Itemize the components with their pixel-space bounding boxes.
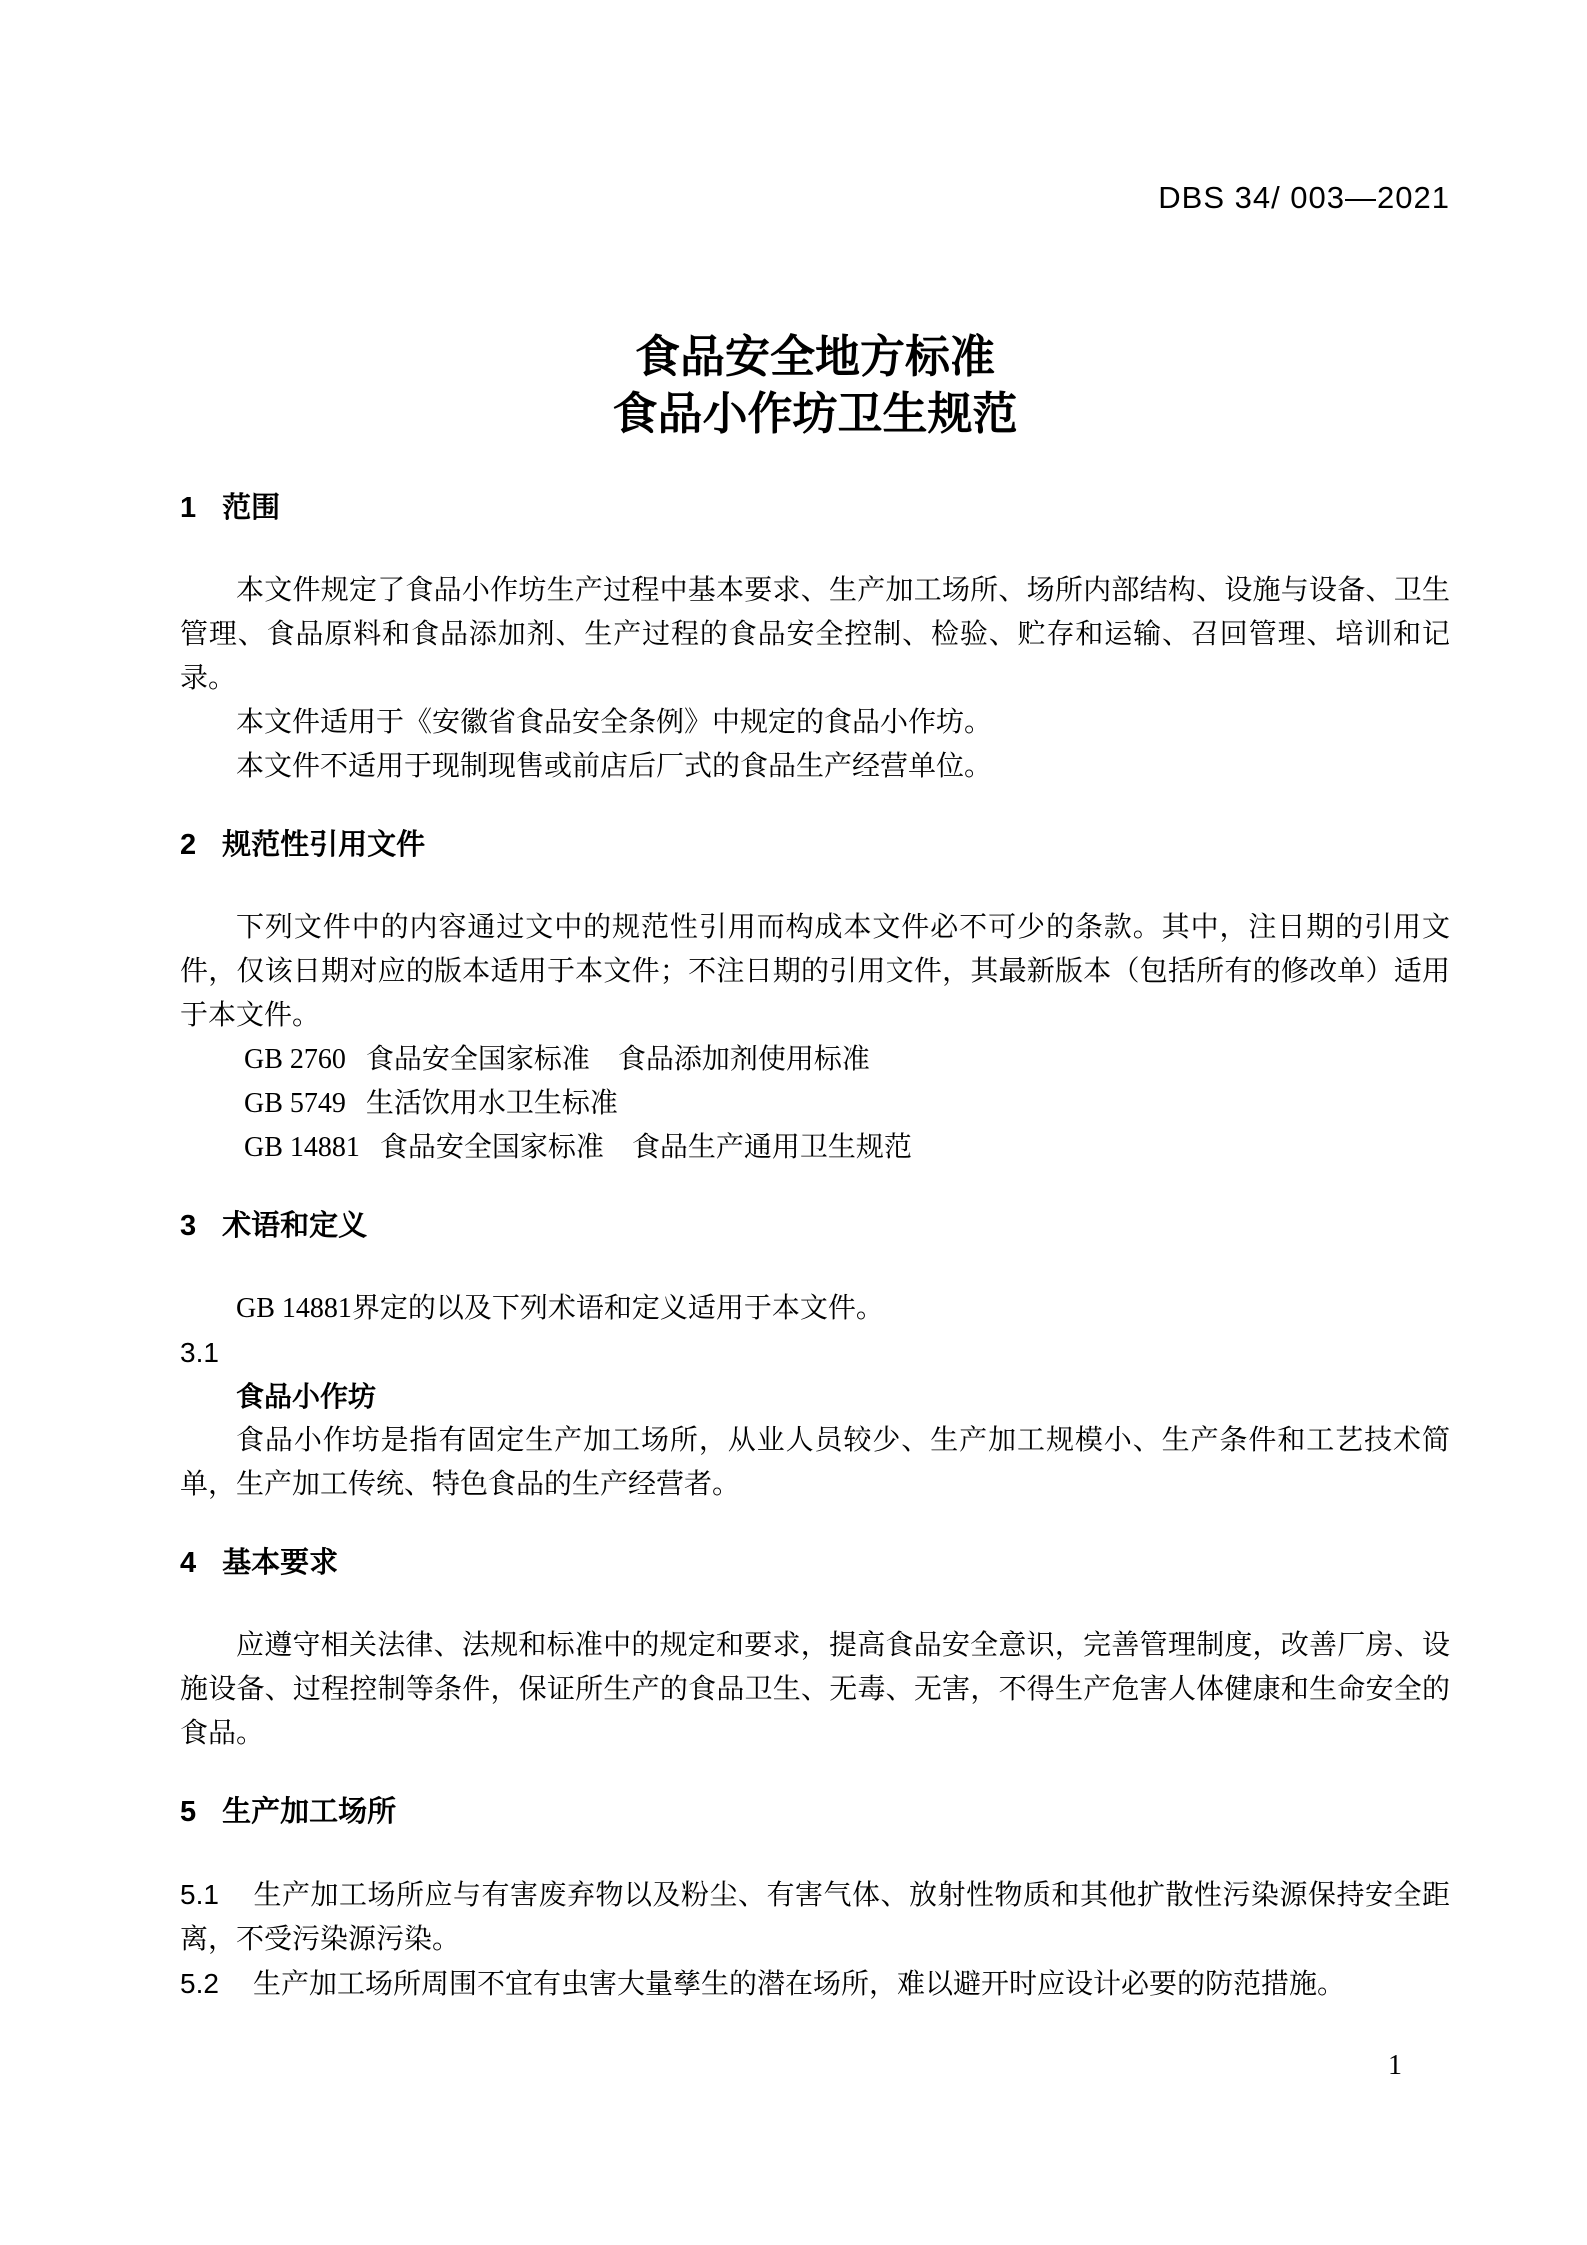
document-content [180,0,1450,2007]
section-5-name: 生产加工场所 [222,1796,397,1828]
reference-item [180,1038,1450,1082]
clause-5-1 [180,1873,1450,1962]
term-name: 食品小作坊 [236,1381,377,1412]
reference-code: GB 2760 [244,1044,346,1075]
section-2-heading [180,827,1450,863]
section-production-premises [180,1794,1450,2007]
reference-code: GB 14881 [244,1132,360,1163]
doc-number: DBS 34/ 003—2021 [1158,180,1450,215]
document-title-line2: 食品小作坊卫生规范 [612,388,1018,439]
section-2-number: 2 [180,829,197,861]
reference-code: GB 5749 [244,1088,346,1119]
clause-5-2 [180,1962,1450,2007]
section-normative-references [180,827,1450,1170]
section-1-name: 范围 [222,492,281,524]
section-1-number: 1 [180,492,197,524]
section-3-number: 3 [180,1210,197,1242]
reference-title: 食品安全国家标准 食品生产通用卫生规范 [379,1132,912,1163]
basic-requirements-paragraph: 应遵守相关法律、法规和标准中的规定和要求，提高食品安全意识，完善管理制度，改善厂房、设施设备、过程控制等条件，保证所生产的食品卫生、无毒、无害，不得生产危害人体健康和生命安全的食品。 [180,1630,1450,1749]
reference-title: 生活饮用水卫生标准 [365,1088,618,1119]
section-3-heading [180,1208,1450,1244]
clause-3-1-number: 3.1 [180,1337,219,1368]
section-scope [180,490,1450,789]
document-title-line1: 食品安全地方标准 [634,331,995,382]
section-terms-definitions [180,1208,1450,1507]
clause-5-1-text: 生产加工场所应与有害废弃物以及粉尘、有害气体、放射性物质和其他扩散性污染源保持安全距离，不受污染源污染。 [180,1880,1450,1955]
clause-5-2-text: 生产加工场所周围不宜有虫害大量孳生的潜在场所，难以避开时应设计必要的防范措施。 [252,1969,1345,2000]
terms-intro-paragraph: GB 14881界定的以及下列术语和定义适用于本文件。 [236,1293,884,1324]
section-4-number: 4 [180,1547,197,1579]
section-4-heading [180,1545,1450,1581]
section-1-heading [180,490,1450,526]
term-definition: 食品小作坊是指有固定生产加工场所，从业人员较少、生产加工规模小、生产条件和工艺技术简单，生产加工传统、特色食品的生产经营者。 [180,1425,1450,1500]
section-basic-requirements [180,1545,1450,1756]
section-5-heading [180,1794,1450,1830]
scope-paragraph-3: 本文件不适用于现制现售或前店后厂式的食品生产经营单位。 [236,751,993,782]
section-4-name: 基本要求 [222,1547,339,1579]
references-intro-paragraph: 下列文件中的内容通过文中的规范性引用而构成本文件必不可少的条款。其中，注日期的引用文件，仅该日期对应的版本适用于本文件；不注日期的引用文件，其最新版本（包括所有的修改单）适用于本文件。 [180,912,1450,1031]
scope-paragraph-2: 本文件适用于《安徽省食品安全条例》中规定的食品小作坊。 [236,707,993,738]
section-5-number: 5 [180,1796,197,1828]
document-title [180,328,1450,442]
clause-5-1-number: 5.1 [180,1879,219,1910]
section-3-name: 术语和定义 [222,1210,368,1242]
reference-item [180,1082,1450,1126]
clause-5-2-number: 5.2 [180,1968,219,1999]
reference-title: 食品安全国家标准 食品添加剂使用标准 [365,1044,870,1075]
page-number: 1 [1388,2050,1402,2081]
section-2-name: 规范性引用文件 [222,829,426,861]
scope-paragraph-1: 本文件规定了食品小作坊生产过程中基本要求、生产加工场所、场所内部结构、设施与设备、卫生管理、食品原料和食品添加剂、生产过程的食品安全控制、检验、贮存和运输、召回管理、培训和记录。 [180,575,1450,694]
reference-item [180,1126,1450,1170]
